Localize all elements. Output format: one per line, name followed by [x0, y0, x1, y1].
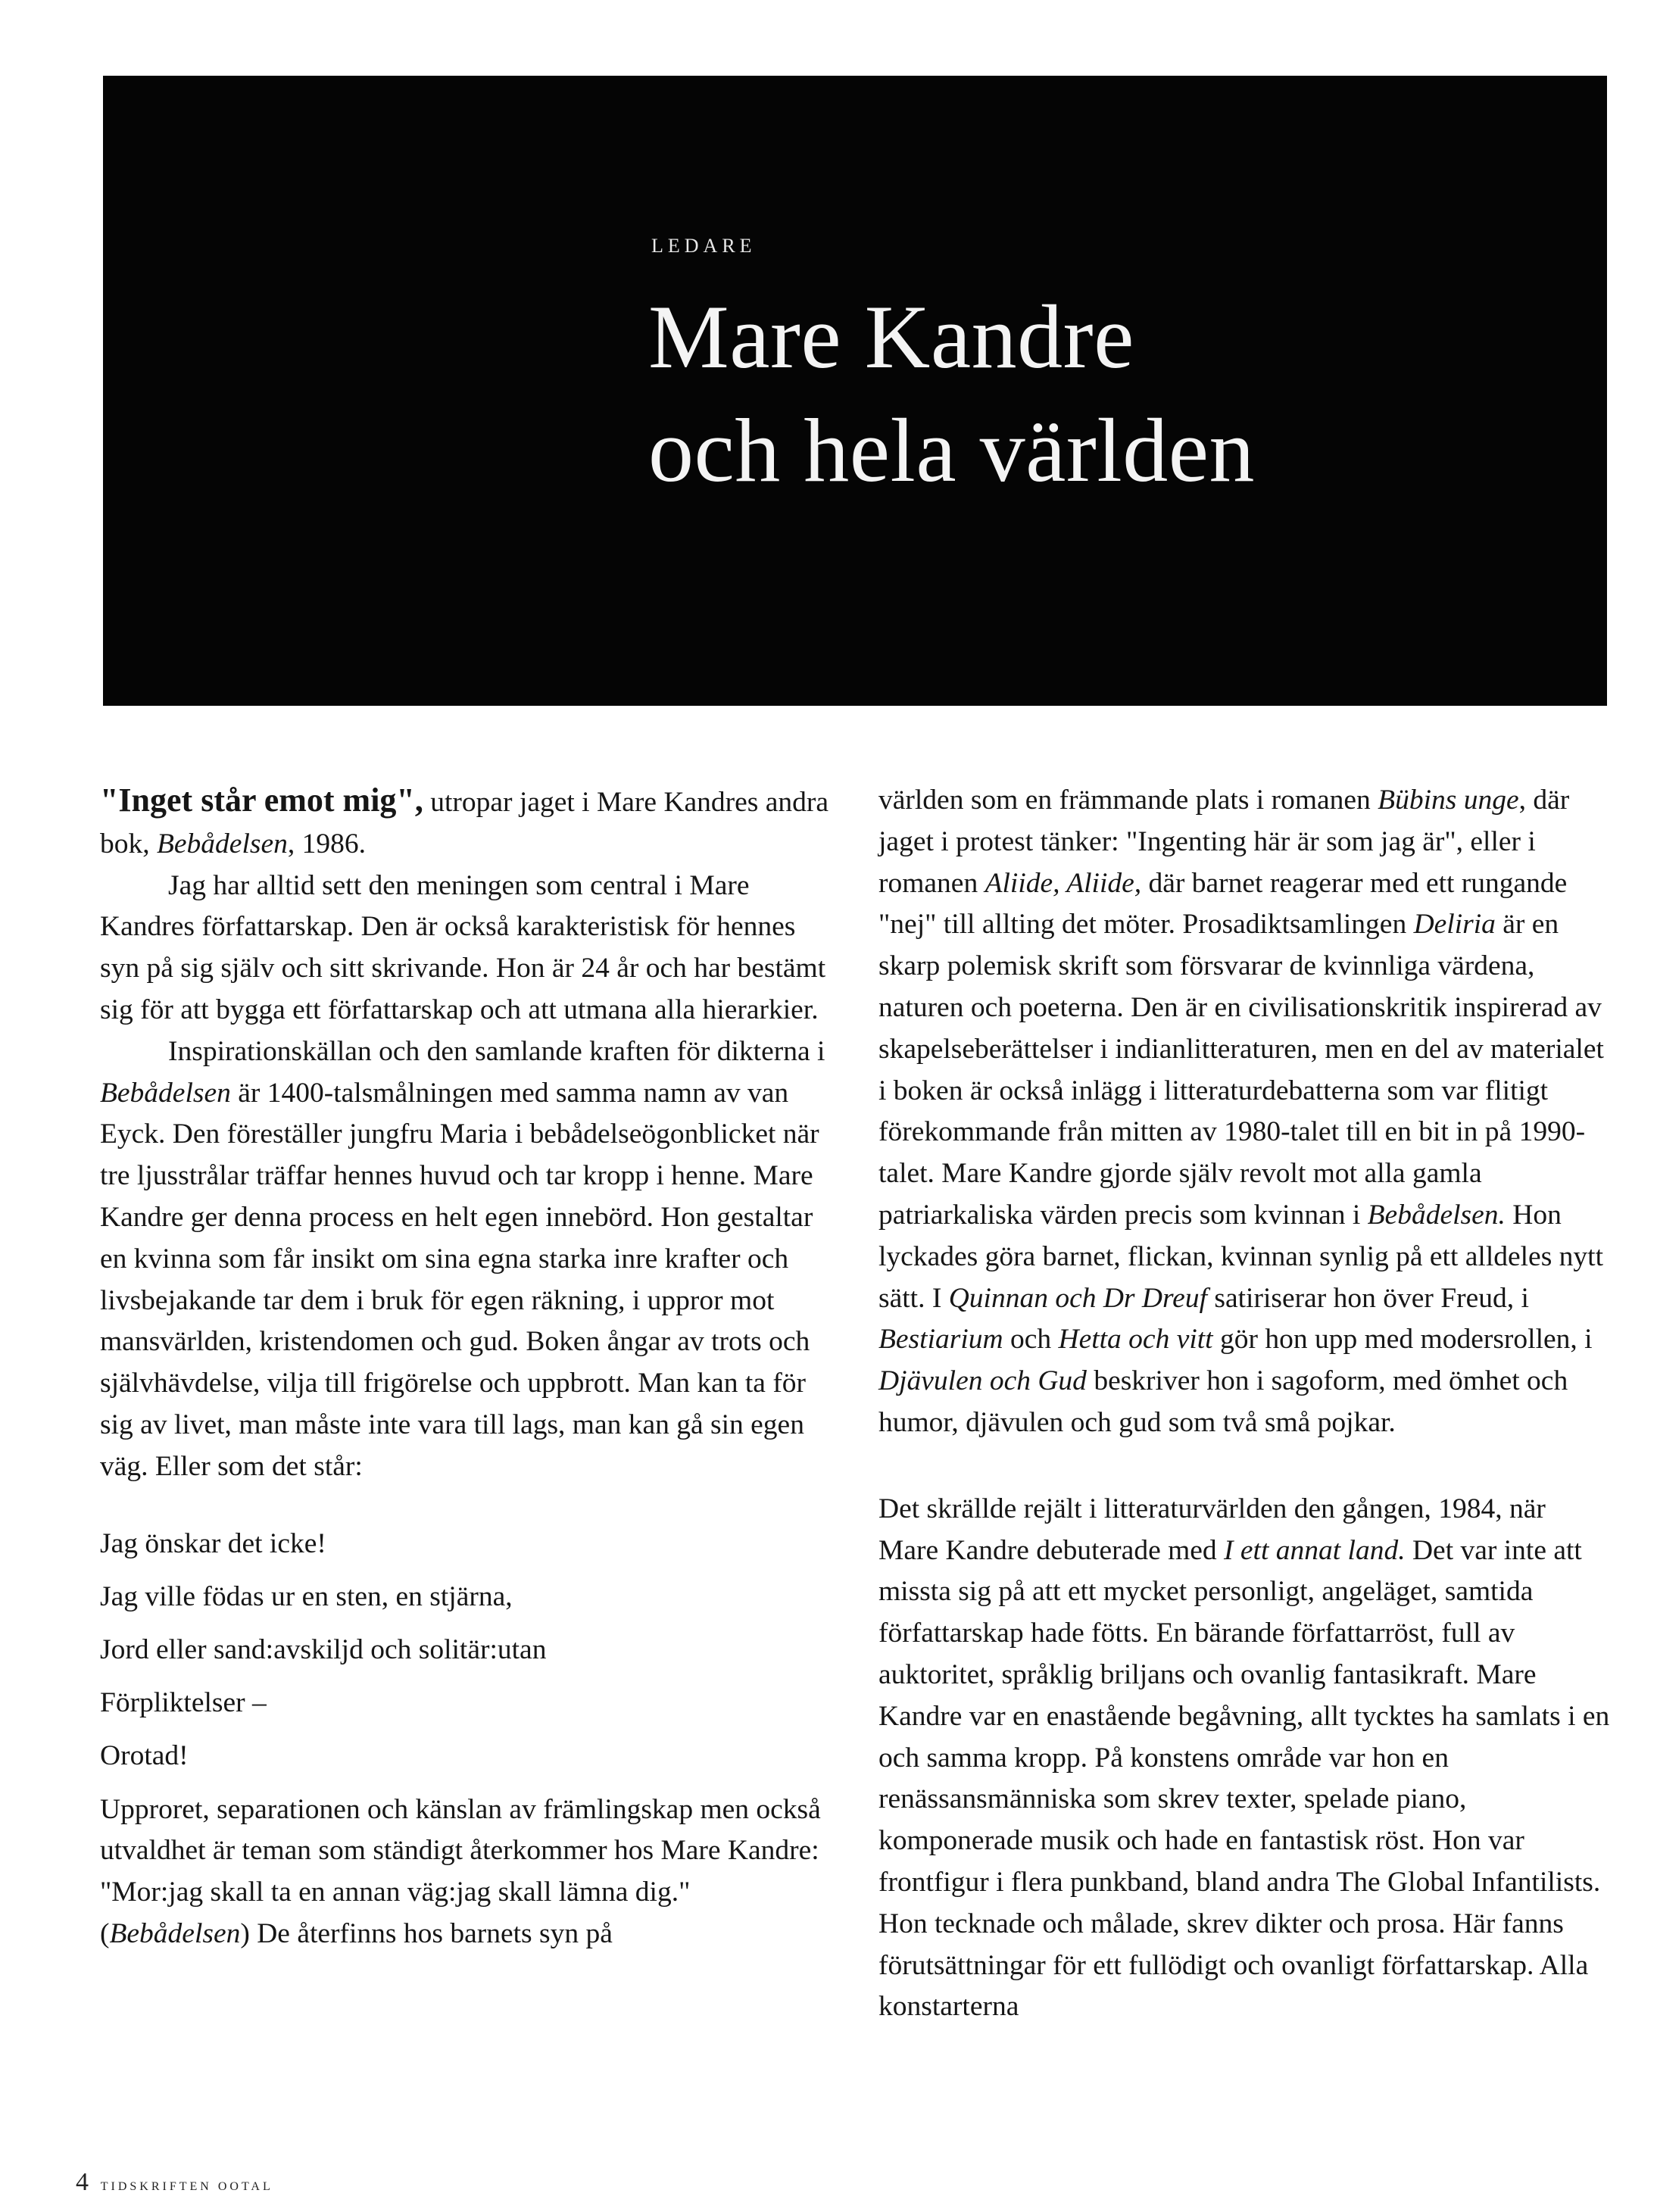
right-column [878, 780, 1610, 2028]
lead-quote: "Inget står emot mig", [100, 782, 423, 819]
book-title: Bebådelsen [100, 1077, 231, 1109]
article-title [648, 280, 1255, 507]
paragraph-4: Upproret, separationen och känslan av främlingskap men också utvaldhet är teman som ständigt återkommer hos Mare Kandre: "Mor:jag skall ta en annan väg:jag skall lämna dig."(Bebådelsen) De återfinns hos barnets syn på [100, 1793, 821, 1949]
left-column [100, 780, 832, 1955]
paragraph-5: världen som en främmande plats i romanen Bübins unge, där jaget i protest tänker: "Ingenting här är som jag är", eller i romanen Aliide, Aliide, där barnet reagerar med ett rungande "nej" till allting det möter. Prosadiktsamlingen Deliria är en skarp polemisk skrift som försvarar de kvinnliga värdena, naturen och poeterna. Den är en civilisationskritik inspirerad av skapelseberättelser i indianlitteraturen, men en del av materialet i boken är också inlägg i litteraturdebatterna som var flitigt förekommande från mitten av 1980-talet till en bit in på 1990-talet. Mare Kandre gjorde själv revolt mot alla gamla patriarkaliska värden precis som kvinnan i Bebådelsen. Hon lyckades göra barnet, flickan, kvinnan synlig på ett alldeles nytt sätt. I Quinnan och Dr Dreuf satiriserar hon över Freud, i Bestiarium och Hetta och vitt gör hon upp med modersrollen, i Djävulen och Gud beskriver hon i sagoform, med ömhet och humor, djävulen och gud som två små pojkar. [878, 785, 1604, 1438]
paragraph-6: Det skrällde rejält i litteraturvärlden den gången, 1984, när Mare Kandre debuterade med I ett annat land. Det var inte att missta sig på att ett mycket personligt, angeläget, samtida författarskap hade fötts. En bärande författarröst, full av auktoritet, språklig briljans och ovanlig fantasikraft. Mare Kandre var en enastående begåvning, allt tycktes ha samlats i en och samma kropp. På konstens område var hon en renässansmänniska som skrev texter, spelade piano, komponerade musik och hade en fantastisk röst. Hon var frontfigur i flera punkband, bland andra The Global Infantilists. Hon tecknade och målade, skrev dikter och prosa. Här fanns förutsättningar för ett fullödigt och ovanligt författarskap. Alla konstarterna [878, 1493, 1610, 2023]
title-line-1: Mare Kandre [648, 286, 1134, 387]
book-title: Bestiarium [878, 1324, 1003, 1356]
book-title: Bebådelsen. [1367, 1199, 1506, 1231]
book-title: Djävulen och Gud [878, 1365, 1087, 1397]
book-title: Hetta och vitt [1058, 1324, 1213, 1356]
poem-line: Jag ville födas ur en sten, en stjärna, [100, 1580, 513, 1612]
poem-quote [100, 1524, 832, 1776]
page-footer [76, 2168, 273, 2197]
poem-line: Jag önskar det icke! [100, 1527, 326, 1559]
book-title: I ett annat land. [1224, 1534, 1406, 1566]
poem-line: Jord eller sand:avskiljd och solitär:utan [100, 1633, 547, 1665]
page-number: 4 [76, 2168, 89, 2196]
book-title: Aliide, Aliide, [985, 867, 1142, 899]
poem-line: Förpliktelser – [100, 1686, 267, 1718]
paragraph-1: "Inget står emot mig", utropar jaget i Mare Kandres andra bok, Bebådelsen, 1986. [100, 782, 829, 860]
poem-line: Orotad! [100, 1739, 189, 1771]
paragraph-3: Inspirationskällan och den samlande kraften för dikterna i Bebådelsen är 1400-talsmålningen med samma namn av van Eyck. Den föreställer jungfru Maria i bebådelseögonblicket när tre ljusstrålar träffar hennes huvud och tar kropp i henne. Mare Kandre ger denna process en helt egen innebörd. Hon gestaltar en kvinna som får insikt om sina egna starka inre krafter och livsbejakande tar dem i bruk för egen räkning, i uppror mot mansvärlden, kristendomen och gud. Boken ångar av trots och självhävdelse, vilja till frigörelse och uppbrott. Man kan ta för sig av livet, man måste inte vara till lags, man kan gå sin egen väg. Eller som det står: [100, 1035, 825, 1482]
book-title: Quinnan och Dr Dreuf [948, 1282, 1207, 1314]
section-kicker: LEDARE [651, 235, 757, 257]
book-title: Bebådelsen [109, 1917, 241, 1949]
book-title: Bebådelsen [157, 828, 288, 860]
magazine-name: TIDSKRIFTEN OOTAL [100, 2180, 273, 2193]
book-title: Bübins unge [1378, 785, 1519, 816]
book-title: Deliria [1413, 909, 1496, 941]
title-line-2: och hela världen [648, 400, 1255, 501]
paragraph-2: Jag har alltid sett den meningen som central i Mare Kandres författarskap. Den är också karakteristisk för hennes syn på sig själv och sitt skrivande. Hon är 24 år och har bestämt sig för att bygga ett författarskap och att utmana alla hierarkier. [100, 869, 826, 1025]
